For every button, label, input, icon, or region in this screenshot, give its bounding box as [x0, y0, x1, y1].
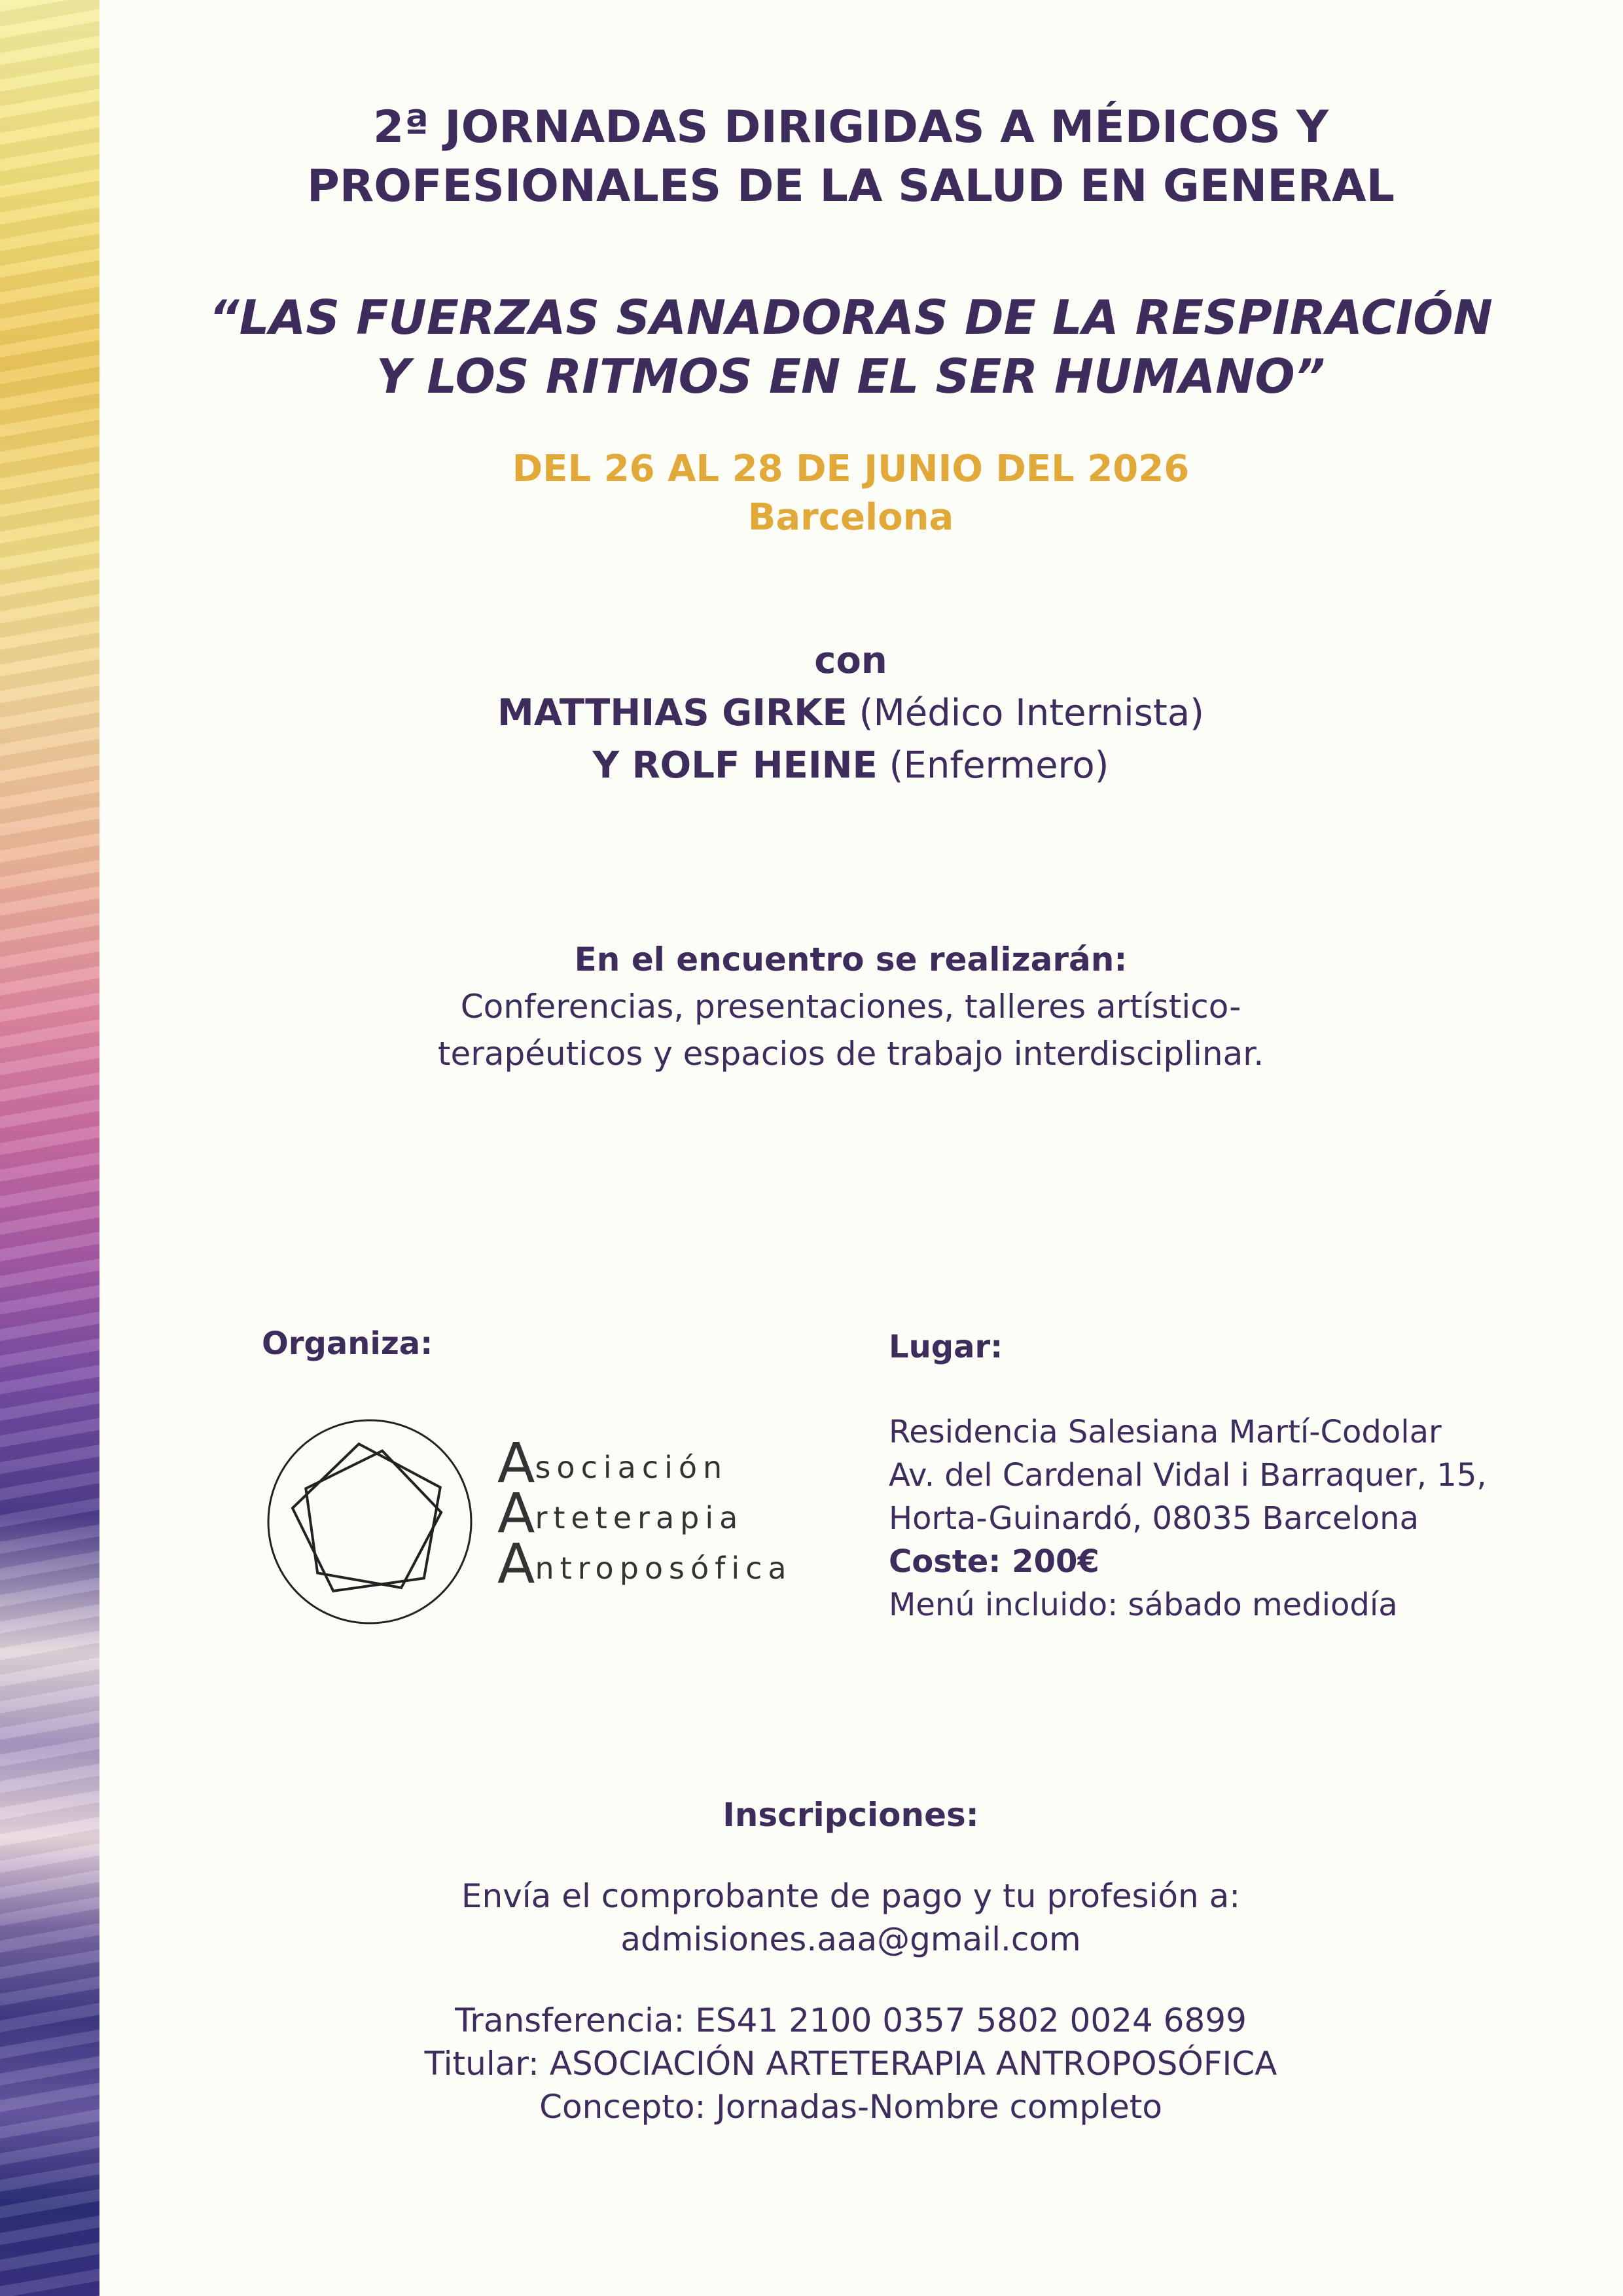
registration-instruction: Envía el comprobante de pago y tu profesión a: — [461, 1877, 1241, 1915]
registration-block — [196, 1793, 1505, 2128]
logo-line-1: Asociación — [497, 1431, 728, 1495]
speakers-intro: con — [814, 639, 887, 682]
speaker-1 — [196, 687, 1505, 740]
speaker-2-role: (Enfermero) — [889, 744, 1109, 787]
venue-cost: Coste: 200€ — [889, 1543, 1099, 1580]
venue-name: Residencia Salesiana Martí-Codolar — [889, 1414, 1442, 1450]
registration-heading: Inscripciones: — [722, 1796, 979, 1834]
subtitle-line-2: Y LOS RITMOS EN EL SER HUMANO” — [376, 349, 1325, 404]
organizer-logo-text — [497, 1431, 793, 1596]
pentagon-logo-icon — [262, 1414, 478, 1630]
activities-line-2: terapéuticos y espacios de trabajo interdisciplinar. — [437, 1035, 1264, 1073]
venue-address-2: Horta-Guinardó, 08035 Barcelona — [889, 1500, 1419, 1537]
activities-heading: En el encuentro se realizarán: — [574, 941, 1128, 978]
registration-email[interactable]: admisiones.aaa@gmail.com — [620, 1920, 1081, 1958]
logo-line-3: Antroposófica — [497, 1532, 793, 1596]
activities-line-1: Conferencias, presentaciones, talleres artístico- — [460, 988, 1241, 1026]
decorative-watercolor-strip — [0, 0, 99, 2296]
title-line-1: 2ª JORNADAS DIRIGIDAS A MÉDICOS Y — [372, 101, 1329, 153]
speaker-1-role: (Médico Internista) — [859, 692, 1205, 734]
venue-block — [889, 1325, 1487, 1626]
venue-label: Lugar: — [889, 1329, 1003, 1365]
title-line-2: PROFESIONALES DE LA SALUD EN GENERAL — [307, 160, 1395, 212]
venue-address-1: Av. del Cardenal Vidal i Barraquer, 15, — [889, 1457, 1487, 1494]
page-title — [196, 98, 1505, 216]
speaker-2 — [196, 740, 1505, 792]
dates-text: DEL 26 AL 28 DE JUNIO DEL 2026 — [512, 448, 1190, 490]
registration-transfer: Transferencia: ES41 2100 0357 5802 0024 6899 — [455, 2001, 1247, 2039]
event-subtitle — [196, 288, 1505, 406]
logo-line-2: Arteterapia — [497, 1481, 744, 1545]
speakers-block — [196, 635, 1505, 792]
activities-block — [196, 936, 1505, 1077]
speaker-2-name: Y ROLF HEINE — [592, 744, 878, 787]
organizer-label: Organiza: — [262, 1325, 433, 1362]
city-text: Barcelona — [747, 496, 954, 539]
registration-holder: Titular: ASOCIACIÓN ARTETERAPIA ANTROPOSÓFICA — [424, 2045, 1277, 2083]
speaker-1-name: MATTHIAS GIRKE — [497, 692, 847, 734]
event-dates — [196, 445, 1505, 542]
registration-concept: Concepto: Jornadas-Nombre completo — [539, 2088, 1162, 2126]
subtitle-line-1: “LAS FUERZAS SANADORAS DE LA RESPIRACIÓN — [209, 290, 1493, 345]
venue-menu: Menú incluido: sábado mediodía — [889, 1587, 1398, 1623]
